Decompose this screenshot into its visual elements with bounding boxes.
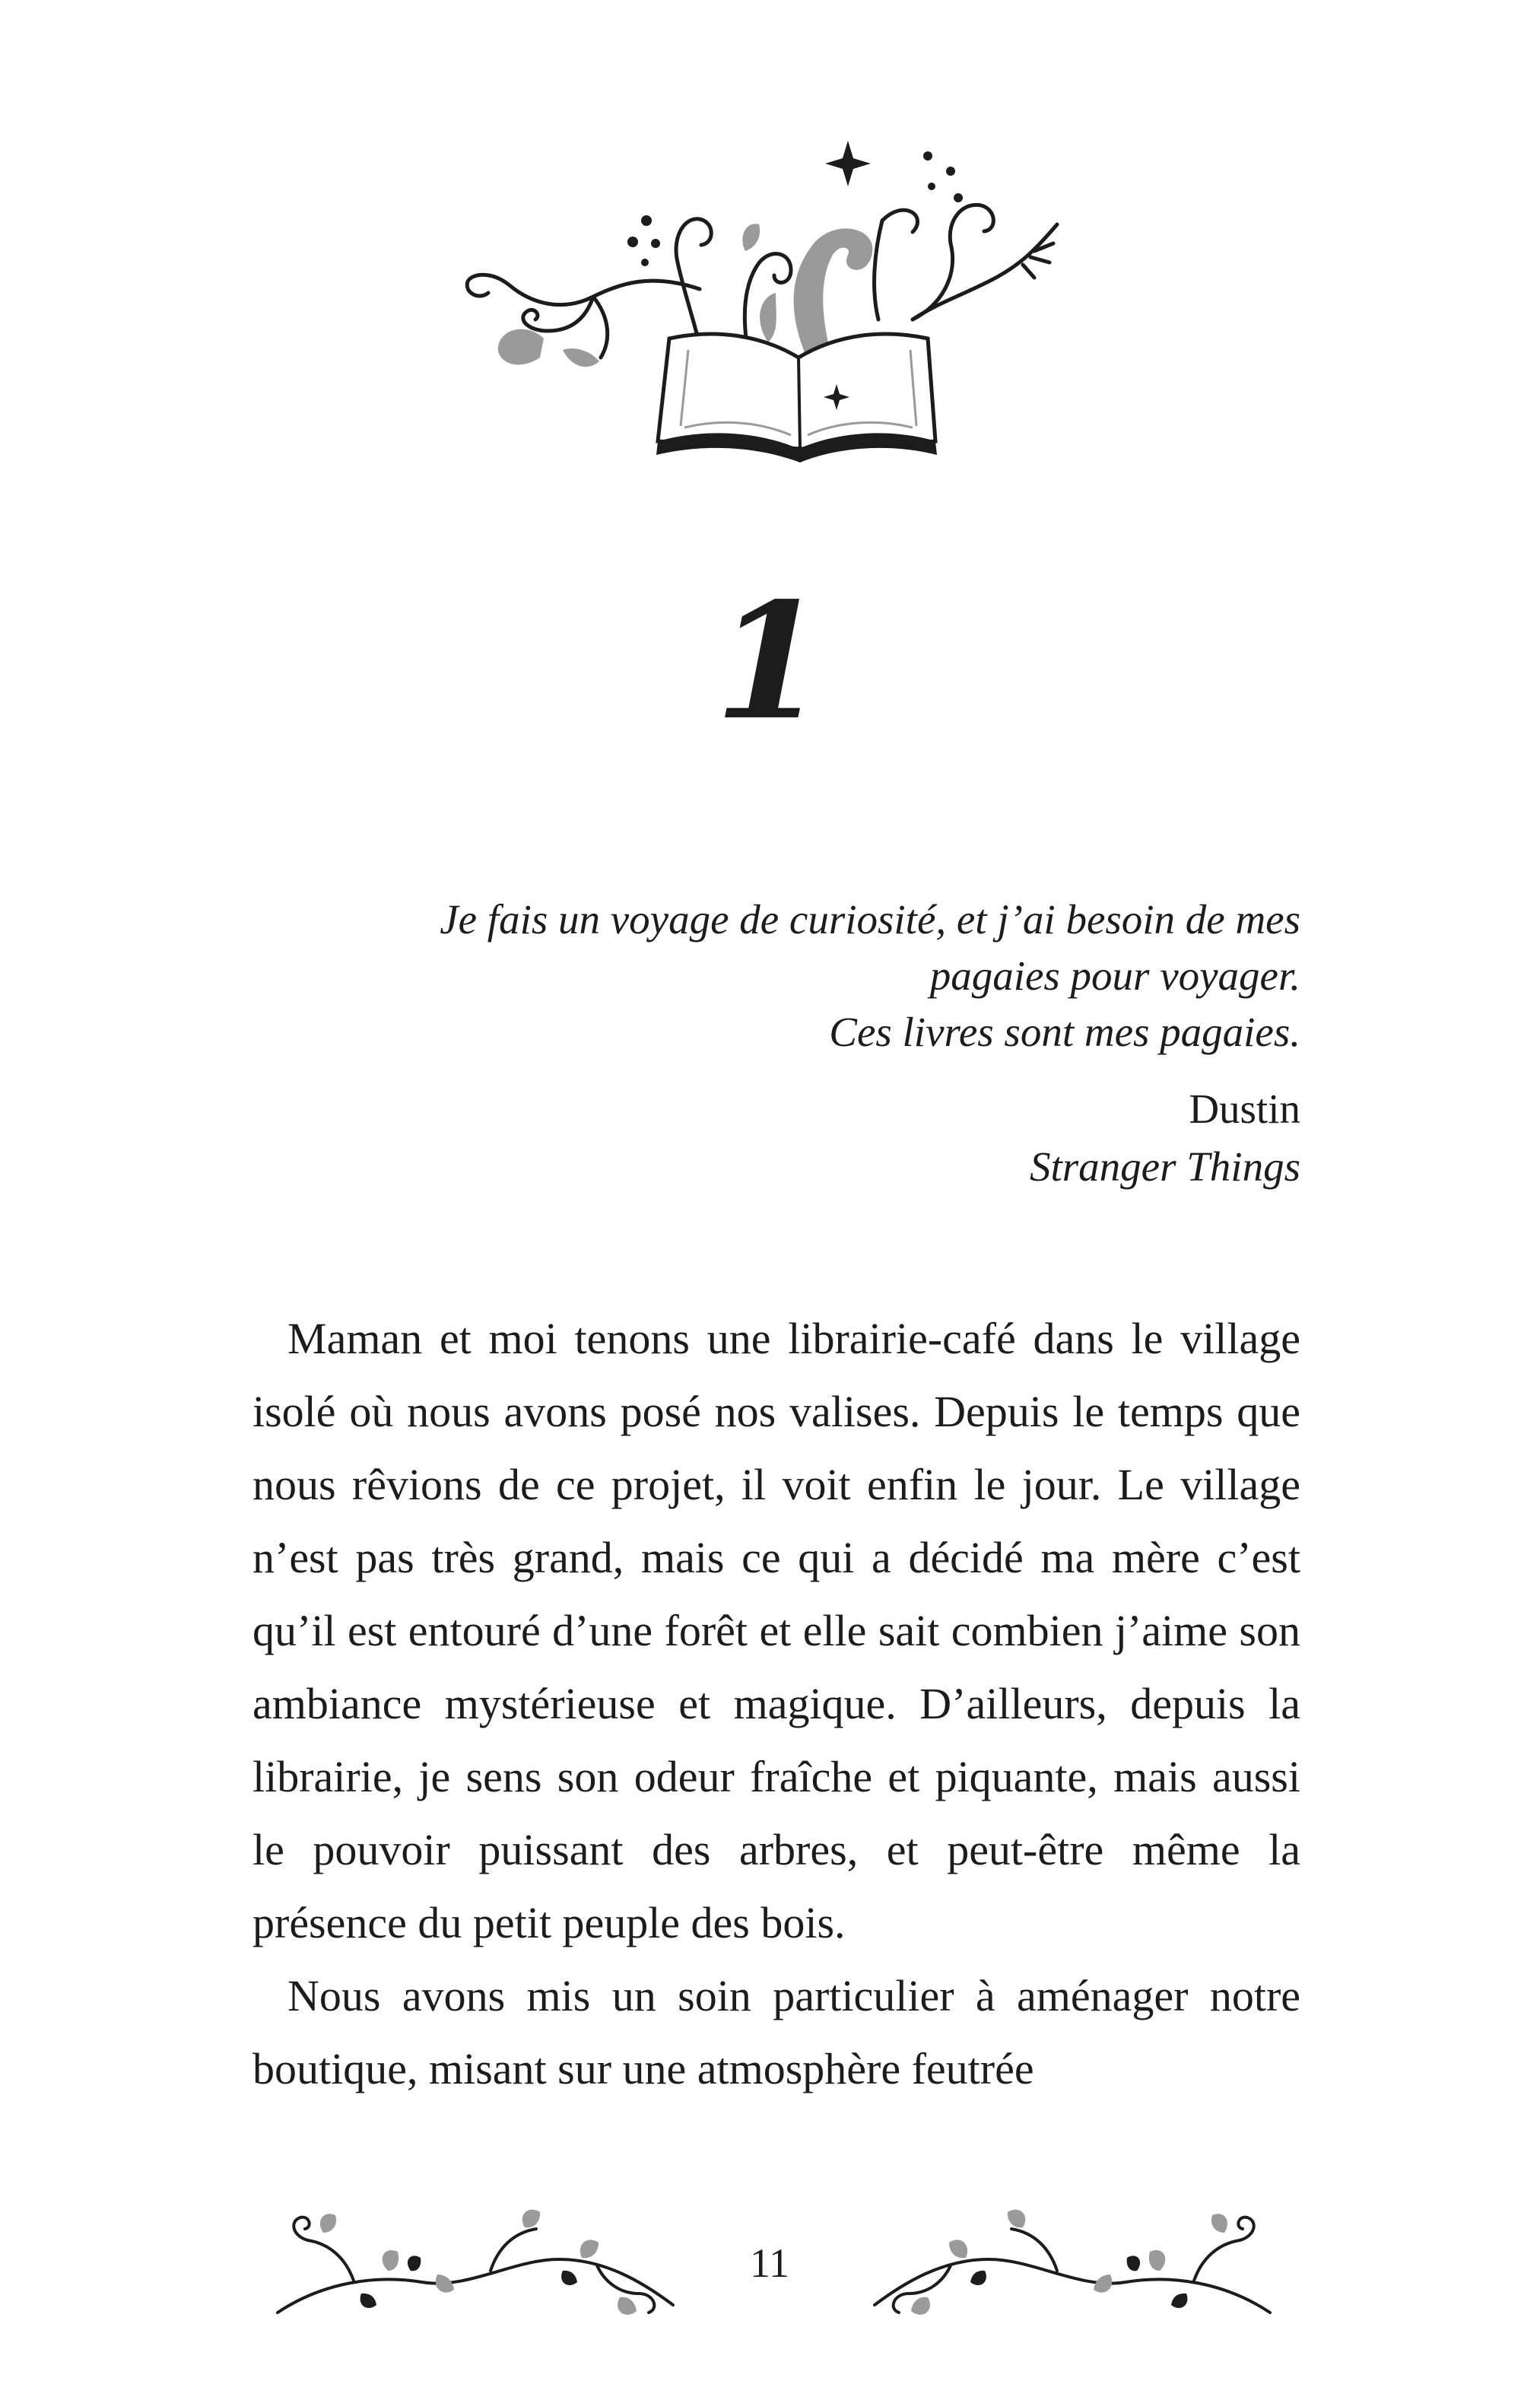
epigraph-line: Ces livres sont mes pagaies. bbox=[829, 1009, 1300, 1055]
epigraph-line: Je fais un voyage de curiosité, et j’ai besoin de mes bbox=[440, 896, 1300, 943]
epigraph-work: Stranger Things bbox=[1029, 1143, 1300, 1190]
epigraph-author: Dustin bbox=[1189, 1086, 1300, 1132]
epigraph-quote bbox=[388, 892, 1300, 1060]
floral-vine-icon bbox=[859, 2198, 1285, 2328]
floral-vine-icon bbox=[262, 2198, 688, 2328]
body-text bbox=[252, 1302, 1300, 2106]
open-book-with-swirls-icon bbox=[456, 129, 1088, 472]
epigraph-line: pagaies pour voyager. bbox=[929, 952, 1300, 999]
chapter-number: 1 bbox=[714, 567, 826, 755]
paragraph: Maman et moi tenons une librairie-café dans le village isolé où nous avons posé nos valises. Depuis le temps que nous rêvions de ce projet, il voit enfin le jour. Le village n’est pas très grand, mais ce qui a décidé ma mère c’est qu’il est entouré d’une forêt et elle sait combien j’aime son ambiance mystérieuse et magique. D’ailleurs, depuis la librairie, je sens son odeur fraîche et piquante, mais aussi le pouvoir puissant des arbres, et peut-être même la présence du petit peuple des bois. bbox=[252, 1314, 1300, 1947]
page-number: 11 bbox=[750, 2240, 789, 2286]
paragraph: Nous avons mis un soin particulier à aménager notre boutique, misant sur une atmosphère feutrée bbox=[252, 1971, 1300, 2093]
epigraph-attribution bbox=[692, 1080, 1300, 1196]
